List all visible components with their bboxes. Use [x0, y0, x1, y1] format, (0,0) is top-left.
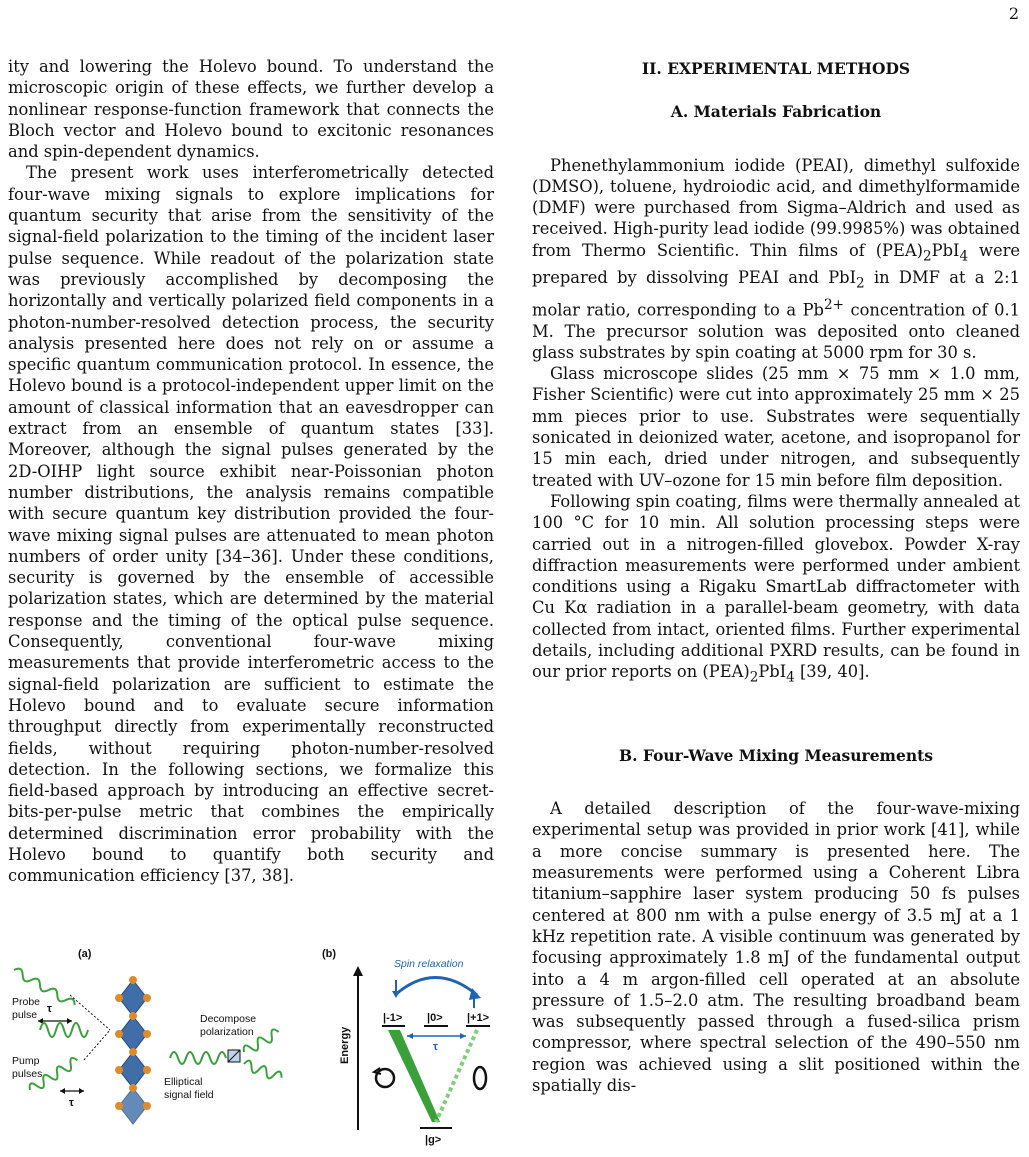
subsection-b-title: B. Four-Wave Mixing Measurements: [619, 745, 933, 765]
spin-relaxation-label: Spin relaxation: [394, 958, 464, 970]
figure-1: [0, 940, 500, 1153]
sigma-plus-icon: [474, 1067, 486, 1089]
probe-label-1: Probe: [12, 996, 41, 1008]
perovskite-layer: [115, 976, 151, 1124]
spin-relaxation-arc: [395, 978, 477, 996]
ket-minus1: |-1>: [383, 1012, 403, 1024]
ket-g: |g>: [425, 1134, 442, 1146]
output-wave-2: [242, 1059, 283, 1082]
pump-label-2: pulses: [12, 1068, 43, 1080]
page-number: 2: [1008, 4, 1019, 23]
energy-label: Energy: [339, 1026, 351, 1064]
ket-0: |0>: [427, 1012, 443, 1024]
section-title: II. EXPERIMENTAL METHODS: [641, 59, 911, 78]
ket-plus1: |+1>: [467, 1012, 490, 1024]
right-column: [532, 56, 1020, 1096]
figure-svg: [0, 940, 500, 1153]
panel-a-label: (a): [78, 948, 92, 960]
decompose-label-1: Decompose: [200, 1013, 257, 1025]
paragraph-annealing: Following spin coating, films were thermally annealed at 100 °C for 10 min. All solution processing steps were carried out in a nitrogen-filled glovebox. Powder X-ray diffraction measurements were performed under ambient conditions using a Rigaku SmartLab diffractometer with Cu Kα radiation in a parallel-beam geometry, with data collected from intact, oriented films. Further experimental details, including additional PXRD results, can be found in our prior reports on $(PEA)_2PbI_4$ [39, 40].: [532, 491, 1020, 686]
tau-label-b: τ: [433, 1041, 438, 1053]
arrowhead-left-down: [392, 991, 400, 998]
paragraph-present-work: The present work uses interferometrically detected four-wave mixing signals to explore implications for quantum security that arise from the sensitivity of the signal-field polarization to the timing of the incident laser pulse sequence. While readout of the polarization state was previously accomplished by decomposing the horizontally and vertically polarized field components in a photon-number-resolved detection process, the security analysis presented here does not rely on or assume a specific quantum communication protocol. In essence, the Holevo bound is a protocol-independent upper limit on the amount of classical information that an eavesdropper can extract from an ensemble of quantum states [33]. Moreover, although the signal pulses generated by the 2D-OIHP light source exhibit near-Poissonian photon number distributions, the analysis remains compatible with secure quantum key distribution provided the four-wave mixing signal pulses are attenuated to mean photon numbers of order unity [34–36]. Under these conditions, security is governed by the ensemble of accessible polarization states, which are determined by the material response and the timing of the optical pulse sequence. Consequently, conventional four-wave mixing measurements that provide interferometric access to the signal-field polarization are sufficient to estimate the Holevo bound and to evaluate secure information throughput directly from experimentally reconstructed fields, without requiring photon-number-resolved detection. In the following sections, we formalize this field-based approach by introducing an effective secret-bits-per-pulse metric that combines the empirically determined discrimination error probability with the Holevo bound to quantify both security and communication efficiency [37, 38].: [8, 163, 494, 886]
left-column: [8, 56, 494, 887]
tau-label-pump: τ: [69, 1097, 74, 1109]
transition-plus1: [436, 1030, 477, 1122]
signal-wave: [170, 1052, 226, 1064]
pump-label-1: Pump: [12, 1055, 40, 1067]
paragraph-fwm: A detailed description of the four-wave-mixing experimental setup was provided in prior work [41], while a more concise summary is presented here. The measurements were performed using a Coherent Libra titanium–sapphire laser system producing 50 fs pulses centered at 800 nm with a pulse energy of 3.5 mJ at a 1 kHz repetition rate. A visible continuum was generated by focusing approximately 1.8 mJ of the fundamental output into a 4 m argon-filled cell operated at an absolute pressure of 1.5–2.0 atm. The resulting broadband beam was subsequently passed through a fused-silica prism compressor, where spectral selection of the 490–550 nm region was achieved using a slit positioned within the spatially dis-: [532, 799, 1020, 1096]
paragraph-intro-end: ity and lowering the Holevo bound. To understand the microscopic origin of these effects, we further develop a nonlinear response-function framework that connects the Bloch vector and Holevo bound to excitonic resonances and spin-dependent dynamics.: [8, 57, 494, 162]
probe-ray: [70, 995, 110, 1030]
paragraph-substrates: Glass microscope slides (25 mm × 75 mm × 1.0 mm, Fisher Scientific) were cut into approximately 25 mm × 25 mm pieces prior to use. Substrates were sequentially sonicated in deionized water, acetone, and isopropanol for 15 min each, dried under nitrogen, and subsequently treated with UV–ozone for 15 min before film deposition.: [532, 364, 1020, 490]
probe-label-2: pulse: [12, 1009, 38, 1021]
pump-ray: [84, 1030, 110, 1060]
tau-label-probe: τ: [47, 1003, 52, 1015]
decompose-label-2: polarization: [200, 1026, 254, 1038]
sigma-minus-icon: [376, 1069, 394, 1087]
energy-axis-arrowhead: [353, 966, 363, 976]
elliptical-label-1: Elliptical: [164, 1076, 203, 1088]
paragraph-materials: Phenethylammonium iodide (PEAI), dimethyl sulfoxide (DMSO), toluene, hydroiodic acid, and dimethylformamide (DMF) were purchased from Sigma–Aldrich and used as received. High-purity lead iodide (99.9985%) was obtained from Thermo Scientific. Thin films of $(PEA)_2PbI_4$ were prepared by dissolving PEAI and PbI$_2$ in DMF at a 2:1 molar ratio, corresponding to a $Pb^{2+}$ concentration of 0.1 M. The precursor solution was deposited onto cleaned glass substrates by spin coating at 5000 rpm for 30 s.: [532, 155, 1021, 362]
pump-wave-1: [40, 1023, 88, 1037]
elliptical-label-2: signal field: [164, 1089, 214, 1101]
panel-b-label: (b): [322, 948, 337, 960]
subsection-a-title: A. Materials Fabrication: [670, 102, 882, 122]
